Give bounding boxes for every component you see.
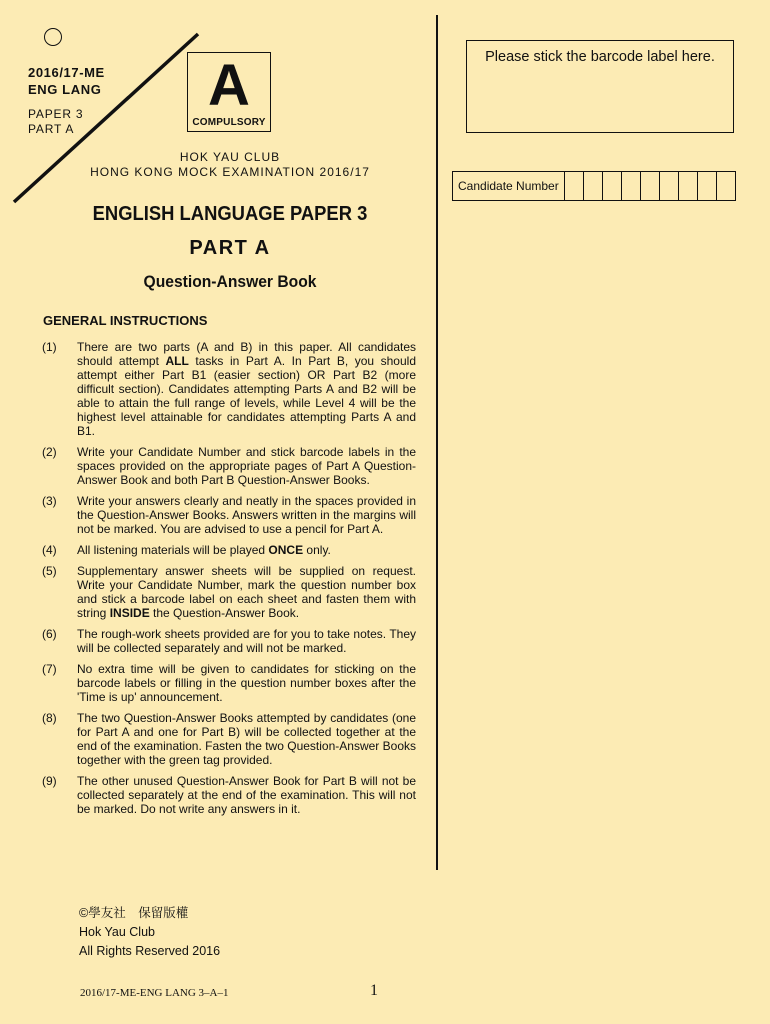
copyright-chinese: ©學友社 保留版權: [79, 906, 189, 920]
candidate-number-cell[interactable]: [603, 172, 622, 200]
instruction-text: [77, 340, 416, 438]
instruction-text: [77, 494, 416, 536]
instruction-item: [42, 627, 416, 655]
copyright-block: [79, 904, 220, 961]
candidate-number-label: Candidate Number: [453, 172, 565, 200]
instruction-item: [42, 340, 416, 438]
candidate-number-cell[interactable]: [679, 172, 698, 200]
instruction-segment: No extra time will be given to candidates for sticking on the barcode labels or filling in the question number boxes after the 'Time is up' announcement.: [77, 662, 416, 704]
exam-name: HONG KONG MOCK EXAMINATION 2016/17: [90, 165, 370, 179]
instruction-text: [77, 445, 416, 487]
footer-code: 2016/17-ME-ENG LANG 3–A–1: [80, 987, 229, 999]
vertical-divider: [436, 15, 438, 870]
club-name: HOK YAU CLUB: [179, 150, 281, 164]
instruction-segment: The rough-work sheets provided are for you to take notes. They will be collected separately and will not be marked.: [77, 627, 416, 655]
paper-part-label: [28, 107, 83, 137]
instruction-number: (8): [42, 711, 57, 725]
candidate-number-cell[interactable]: [584, 172, 603, 200]
instruction-emphasis: ONCE: [268, 543, 304, 557]
instruction-segment: There are two parts (A and B) in this paper. All candidates should attempt: [77, 340, 416, 368]
instruction-item: [42, 662, 416, 704]
instruction-number: (4): [42, 543, 57, 557]
instruction-segment: The two Question-Answer Books attempted by candidates (one for Part A and one for Part B) will be collected together at the end of the examination. Fasten the two Question-Answer Books together with the green tag provided.: [77, 711, 416, 767]
instruction-number: (1): [42, 340, 57, 354]
exam-code-subject: ENG LANG: [28, 82, 102, 97]
candidate-number-cell[interactable]: [698, 172, 717, 200]
exam-code-year: 2016/17-ME: [28, 65, 105, 80]
instruction-item: [42, 494, 416, 536]
instruction-item: [42, 774, 416, 816]
instruction-number: (3): [42, 494, 57, 508]
instruction-item: [42, 564, 416, 620]
instruction-text: [77, 662, 416, 704]
instruction-segment: The other unused Question-Answer Book for Part B will not be collected separately at the end of the examination. This will not be marked. Do not write any answers in it.: [77, 774, 416, 816]
copyright-owner: Hok Yau Club: [79, 925, 155, 939]
instruction-segment: tasks in Part A. In Part B, you should attempt either Part B1 (easier section) OR Part B2 (more difficult section). Candidates attempting Parts A and B2 will be able to attain the full range of levels, while Level 4 will be the highest level attainable for candidates attempting Parts A and B1.: [77, 354, 416, 438]
instruction-segment: Write your answers clearly and neatly in the spaces provided in the Question-Answer Books. Answers written in the margins will not be marked. You are advised to use a pencil for Part A.: [77, 494, 416, 536]
candidate-number-box: [452, 171, 736, 201]
instruction-number: (2): [42, 445, 57, 459]
page-number: 1: [370, 982, 378, 999]
instruction-text: [77, 627, 416, 655]
barcode-label-text: Please stick the barcode label here.: [485, 49, 715, 65]
barcode-label-box: [466, 40, 734, 133]
candidate-number-cell[interactable]: [641, 172, 660, 200]
instruction-text: [77, 774, 416, 816]
instructions-heading: GENERAL INSTRUCTIONS: [43, 313, 208, 328]
candidate-number-cell[interactable]: [660, 172, 679, 200]
instruction-emphasis: INSIDE: [109, 606, 150, 620]
candidate-number-cell[interactable]: [622, 172, 641, 200]
part-letter-label: PART A: [28, 122, 75, 136]
instruction-number: (9): [42, 774, 57, 788]
instruction-item: [42, 543, 416, 557]
copyright-rights: All Rights Reserved 2016: [79, 944, 221, 958]
paper-number: PAPER 3: [28, 107, 84, 121]
instruction-number: (7): [42, 662, 57, 676]
instruction-text: [77, 543, 416, 557]
instruction-number: (6): [42, 627, 57, 641]
part-big-letter: A: [208, 53, 250, 118]
instruction-segment: only.: [303, 543, 331, 557]
compulsory-label: COMPULSORY: [192, 117, 266, 128]
book-title: Question-Answer Book: [143, 272, 317, 291]
instruction-segment: All listening materials will be played: [77, 543, 269, 557]
instruction-segment: Supplementary answer sheets will be supplied on request. Write your Candidate Number, mark the question number box and stick a barcode label on each sheet and fasten them with string: [77, 564, 416, 620]
candidate-number-cell[interactable]: [565, 172, 584, 200]
paper-title: ENGLISH LANGUAGE PAPER 3: [92, 203, 368, 225]
instruction-number: (5): [42, 564, 57, 578]
part-a-box: [187, 52, 271, 132]
instruction-item: [42, 445, 416, 487]
organizer-block: [60, 150, 400, 180]
instruction-text: [77, 564, 416, 620]
instructions-list: [42, 340, 416, 823]
candidate-number-cell[interactable]: [717, 172, 735, 200]
instruction-segment: Write your Candidate Number and stick barcode labels in the spaces provided on the appropriate pages of Part A Question-Answer Book and both Part B Question-Answer Books.: [77, 445, 416, 487]
exam-code: [28, 64, 105, 98]
part-title: PART A: [189, 237, 271, 259]
instruction-emphasis: ALL: [165, 354, 189, 368]
instruction-item: [42, 711, 416, 767]
instruction-segment: the Question-Answer Book.: [149, 606, 300, 620]
instruction-text: [77, 711, 416, 767]
